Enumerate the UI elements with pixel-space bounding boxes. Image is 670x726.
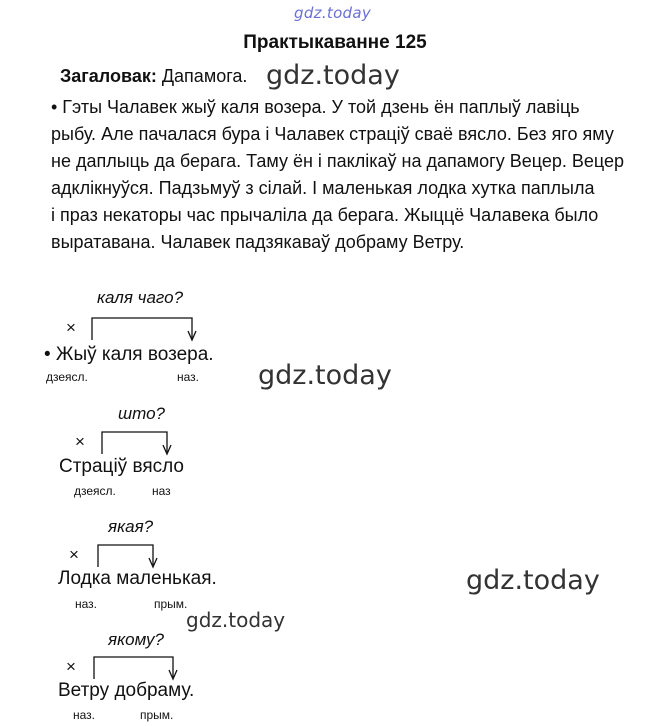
diagram-4-question: якому? [108, 630, 164, 649]
text-line: адклікнуўся. Падзьмуў з сілай. І маленькая лодка хутка паплыла [51, 178, 595, 198]
heading-line [60, 66, 247, 87]
text-line: выратавана. Чалавек падзякаваў добраму Ветру. [51, 232, 465, 252]
diagram-4-cross: × [66, 657, 76, 676]
heading-label: Загаловак: [60, 66, 157, 86]
diagram-1-question: каля чаго? [97, 288, 184, 307]
diagram-2-arrow [100, 428, 180, 458]
diagram-2-cross: × [75, 432, 85, 451]
watermark-top: gdz.today [294, 4, 372, 22]
diagram-1-cross: × [66, 318, 76, 337]
diagram-1-label-verb: дзеясл. [46, 370, 88, 384]
diagram-4-label-adj: прым. [140, 708, 174, 722]
diagram-2-question: што? [118, 404, 165, 423]
watermark-small: gdz.today [186, 608, 286, 632]
diagram-4-sentence: Ветру добраму. [58, 680, 195, 701]
text-line: рыбу. Але пачалася бура і Чалавек страціў сваё вясло. Без яго яму [51, 124, 614, 144]
diagram-3-sentence: Лодка маленькая. [58, 568, 217, 589]
heading-value: Дапамога. [161, 66, 248, 86]
text-line: і праз некаторы час прычаліла да берага. Жыццё Чалавека было [51, 205, 599, 225]
watermark-heading: gdz.today [266, 60, 400, 91]
watermark-right: gdz.today [466, 565, 600, 596]
diagram-2-sentence: Страціў вясло [59, 456, 184, 477]
text-paragraph [51, 94, 663, 256]
diagram-2-label-noun: наз [152, 484, 171, 498]
diagram-1-arrow [90, 314, 200, 344]
diagram-4-label-noun: наз. [73, 708, 96, 722]
text-line: не даплыць да берага. Таму ён і паклікаў на дапамогу Вецер. Вецер [51, 151, 624, 171]
diagram-3-question: якая? [108, 517, 154, 536]
diagram-4-arrow [92, 653, 182, 683]
diagram-2-label-verb: дзеясл. [74, 484, 116, 498]
diagram-3-label-adj: прым. [154, 597, 188, 611]
diagram-3-cross: × [69, 545, 79, 564]
text-line: • Гэты Чалавек жыў каля возера. У той дзень ён паплыў лавіць [51, 97, 580, 117]
diagram-3-label-noun: наз. [75, 597, 98, 611]
diagram-1-sentence: • Жыў каля возера. [44, 344, 214, 365]
exercise-title: Практыкаванне 125 [243, 32, 427, 53]
watermark-mid: gdz.today [258, 360, 392, 391]
diagram-1-label-noun: наз. [177, 370, 200, 384]
diagram-3-arrow [96, 541, 166, 571]
